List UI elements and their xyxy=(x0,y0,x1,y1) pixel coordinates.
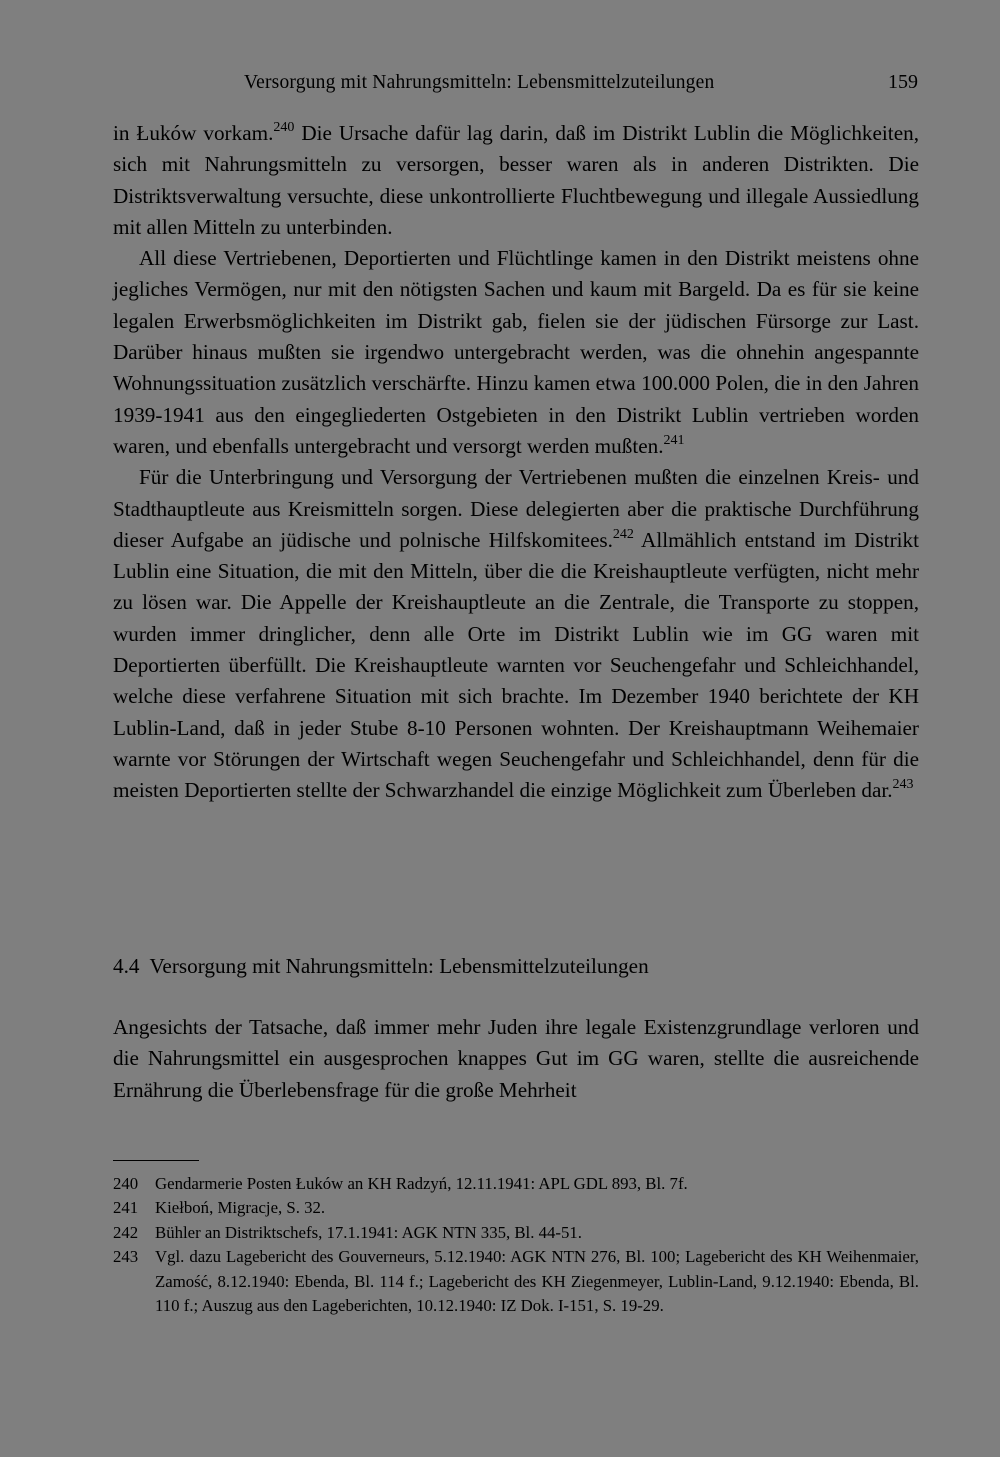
section-title: Versorgung mit Nahrungsmitteln: Lebensmittelzuteilungen xyxy=(149,954,649,978)
footnote-ref-243: 243 xyxy=(892,777,914,793)
page-number: 159 xyxy=(888,71,918,93)
paragraph-3-text-b: Allmählich entstand im Distrikt Lublin eine Situation, die mit den Mitteln, über die die Kreishauptleute verfügten, nicht mehr zu lösen war. Die Appelle der Kreishauptleute an die Zentrale, die Transporte zu stoppen, wurden immer dringlicher, denn alle Orte im Distrikt Lublin wie im GG waren mit Deportierten überfüllt. Die Kreishauptleute warnten vor Seuchengefahr und Schleichhandel, welche diese verfahrene Situation mit sich brachte. Im Dezember 1940 berichtete der KH Lublin-Land, daß in jeder Stube 8-10 Personen wohnten. Der Kreishauptmann Weihemaier warnte vor Störungen der Wirtschaft wegen Seuchengefahr und Schleichhandel, denn für die meisten Deportierten stellte der Schwarzhandel die einzige Möglichkeit zum Überleben dar. xyxy=(113,527,919,803)
section-paragraph: Angesichts der Tatsache, daß immer mehr Juden ihre legale Existenzgrundlage verloren und die Nahrungsmittel ein ausgesprochen knappes Gut im GG waren, stellte die ausreichende Ernährung die Überlebensfrage für die große Mehrheit xyxy=(113,1015,919,1102)
paragraph-3 xyxy=(113,462,919,806)
paragraph-2-text: All diese Vertriebenen, Deportierten und Flüchtlinge kamen in den Distrikt meistens ohne jegliches Vermögen, nur mit den nötigsten Sachen und kaum mit Bargeld. Da es für sie keine legalen Erwerbsmöglichkeiten im Distrikt gab, fielen sie der jüdischen Fürsorge zur Last. Darüber hinaus mußten sie irgendwo untergebracht werden, was die ohnehin angespannte Wohnungssituation zusätzlich verschärfte. Hinzu kamen etwa 100.000 Polen, die in den Jahren 1939-1941 aus den eingegliederten Ostgebieten in den Distrikt Lublin vertrieben worden waren, und ebenfalls untergebracht und versorgt werden mußten. xyxy=(113,246,919,458)
footnote-241 xyxy=(113,1196,919,1220)
footnote-number: 242 xyxy=(113,1222,139,1242)
footnote-number: 240 xyxy=(113,1174,139,1193)
footnote-243 xyxy=(113,1245,919,1318)
footnote-number: 241 xyxy=(113,1198,139,1218)
paragraph-1-text-b: Die Ursache dafür lag darin, daß im Distrikt Lublin die Möglichkeiten, sich mit Nahrungsmitteln zu versorgen, besser waren als in anderen Distrikten. Die Distriktsverwaltung versuchte, diese unkontrollierte Fluchtbewegung und illegale Aussiedlung mit allen Mitteln zu unterbinden. xyxy=(113,121,919,239)
footnote-text: Kiełboń, Migracje, S. 32. xyxy=(155,1198,326,1218)
section-text xyxy=(113,1012,919,1106)
footnote-rule xyxy=(113,1160,199,1161)
footnotes xyxy=(113,1172,919,1318)
paragraph-2 xyxy=(113,243,919,462)
section-number: 4.4 xyxy=(113,954,140,978)
footnote-240 xyxy=(113,1172,919,1196)
running-head: Versorgung mit Nahrungsmitteln: Lebensmittelzuteilungen xyxy=(244,72,715,93)
footnote-ref-242: 242 xyxy=(612,526,634,542)
footnote-number: 243 xyxy=(113,1247,139,1267)
section-heading xyxy=(113,954,649,979)
footnote-text: Gendarmerie Posten Łuków an KH Radzyń, 12.11.1941: APL GDL 893, Bl. 7f. xyxy=(155,1174,688,1193)
paragraph-1-text-a: in Łuków vorkam. xyxy=(113,121,274,145)
paragraph-3-text-a: Für die Unterbringung und Versorgung der Vertriebenen mußten die einzelnen Kreis- und Stadthauptleute aus Kreismitteln sorgen. Diese delegierten aber die praktische Durchführung dieser Aufgabe an jüdische und polnische Hilfskomitees. xyxy=(113,465,919,552)
footnote-text: Vgl. dazu Lagebericht des Gouverneurs, 5.12.1940: AGK NTN 276, Bl. 100; Lagebericht des KH Weihenmaier, Zamość, 8.12.1940: Ebenda, Bl. 114 f.; Lagebericht des KH Ziegenmeyer, Lublin-Land, 9.12.1940: Ebenda, Bl. 110 f.; Auszug aus den Lageberichten, 10.12.1940: IZ Dok. I-151, S. 19-29. xyxy=(155,1247,919,1316)
body-text xyxy=(113,118,919,807)
footnote-242 xyxy=(113,1221,919,1245)
footnote-ref-241: 241 xyxy=(663,432,685,448)
footnote-ref-240: 240 xyxy=(273,120,295,135)
paragraph-1 xyxy=(113,118,919,243)
footnote-text: Bühler an Distriktschefs, 17.1.1941: AGK NTN 335, Bl. 44-51. xyxy=(155,1222,582,1242)
